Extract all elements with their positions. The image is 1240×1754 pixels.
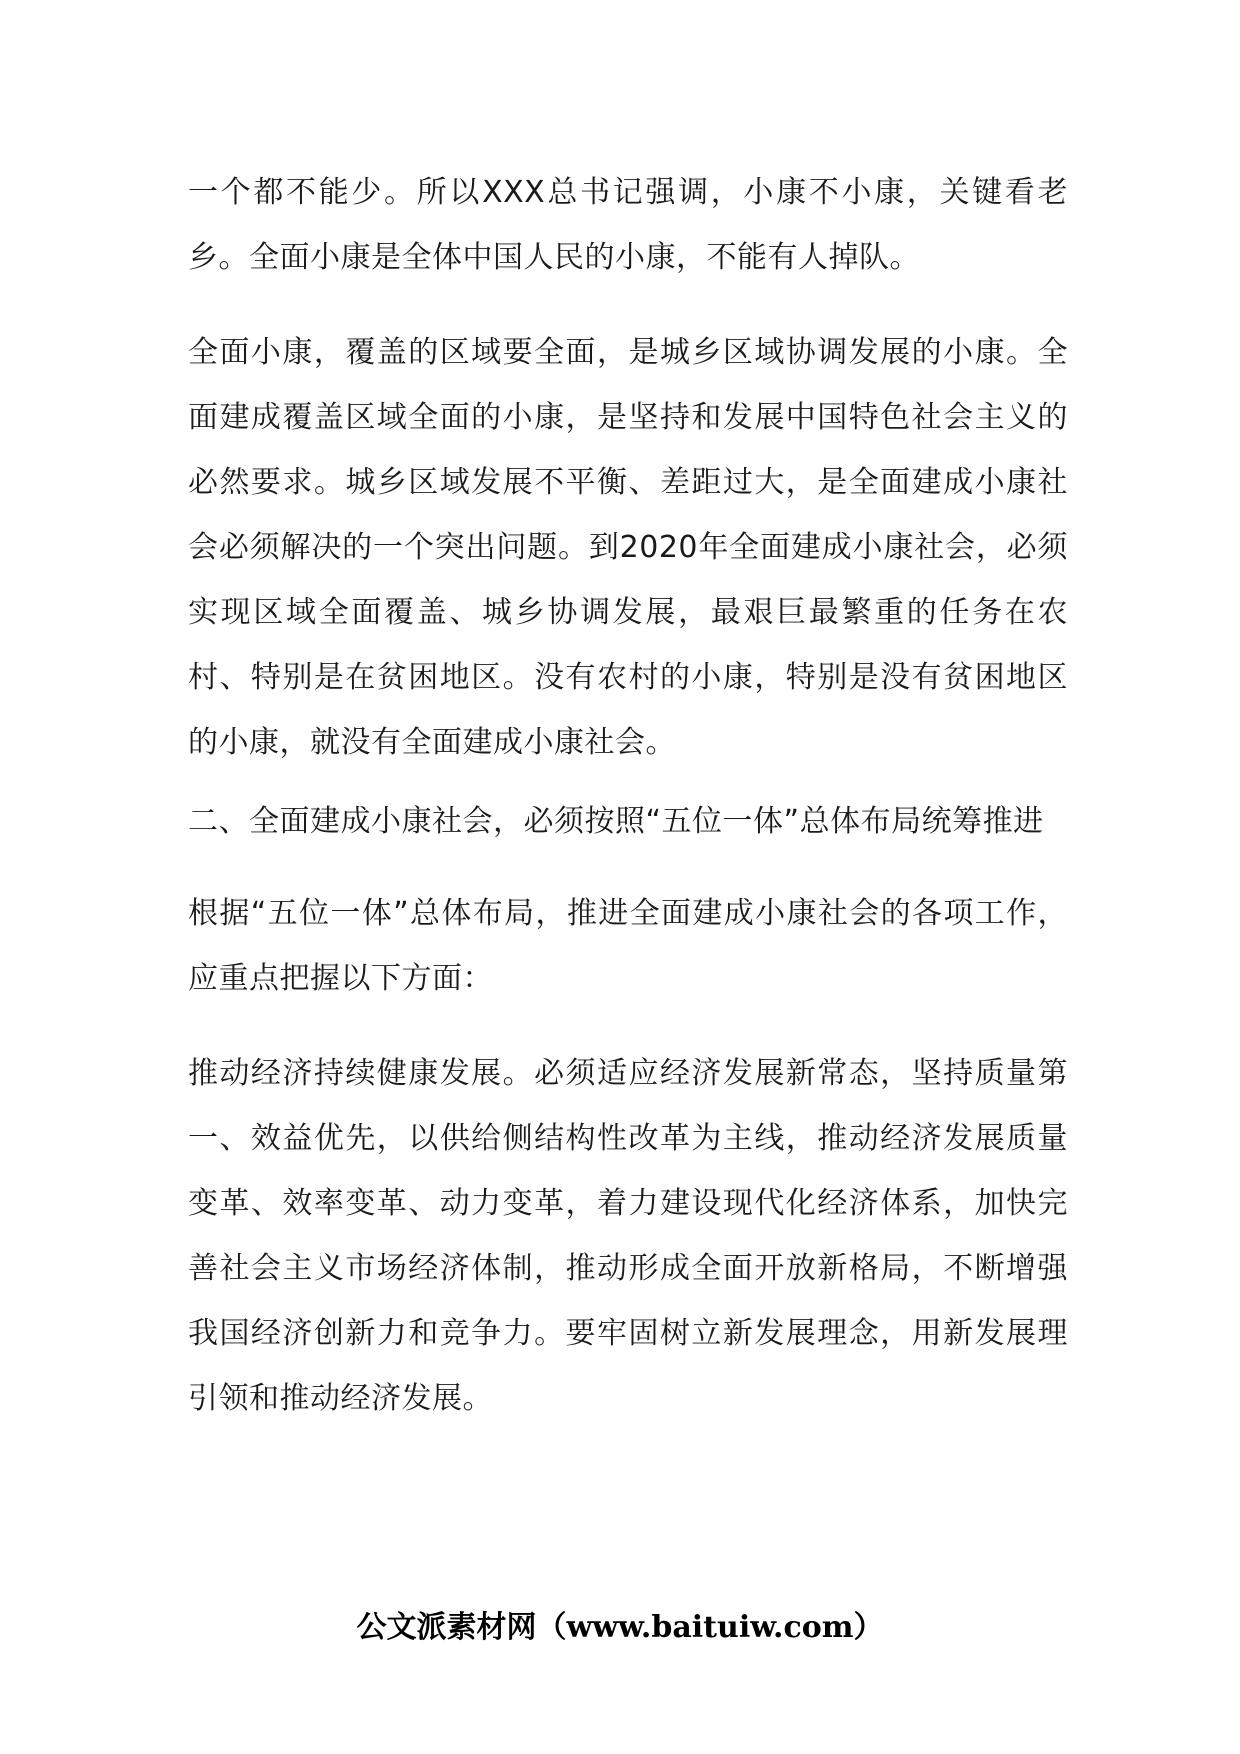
paragraph-1: 一个都不能少。所以XXX总书记强调，小康不小康，关键看老乡。全面小康是全体中国人民的小康，不能有人掉队。 [188,175,1068,275]
paragraph-3: 根据“五位一体”总体布局，推进全面建成小康社会的各项工作，应重点把握以下方面： [188,896,1068,996]
page-footer: 公文派素材网（www.baituiw.com） [356,1610,884,1645]
section-heading: 二、全面建成小康社会，必须按照“五位一体”总体布局统筹推进 [188,804,1044,839]
paragraph-2: 全面小康，覆盖的区域要全面，是城乡区域协调发展的小康。全面建成覆盖区域全面的小康，是坚持和发展中国特色社会主义的必然要求。城乡区域发展不平衡、差距过大，是全面建成小康社会必须解决的一个突出问题。到2020年全面建成小康社会，必须实现区域全面覆盖、城乡协调发展，最艰巨最繁重的任务在农村、特别是在贫困地区。没有农村的小康，特别是没有贫困地区的小康，就没有全面建成小康社会。 [188,335,1068,760]
document-body [188,160,1068,1431]
paragraph-4: 推动经济持续健康发展。必须适应经济发展新常态，坚持质量第一、效益优先，以供给侧结构性改革为主线，推动经济发展质量变革、效率变革、动力变革，着力建设现代化经济体系，加快完善社会主义市场经济体制，推动形成全面开放新格局，不断增强我国经济创新力和竞争力。要牢固树立新发展理念，用新发展理引领和推动经济发展。 [188,1056,1068,1416]
